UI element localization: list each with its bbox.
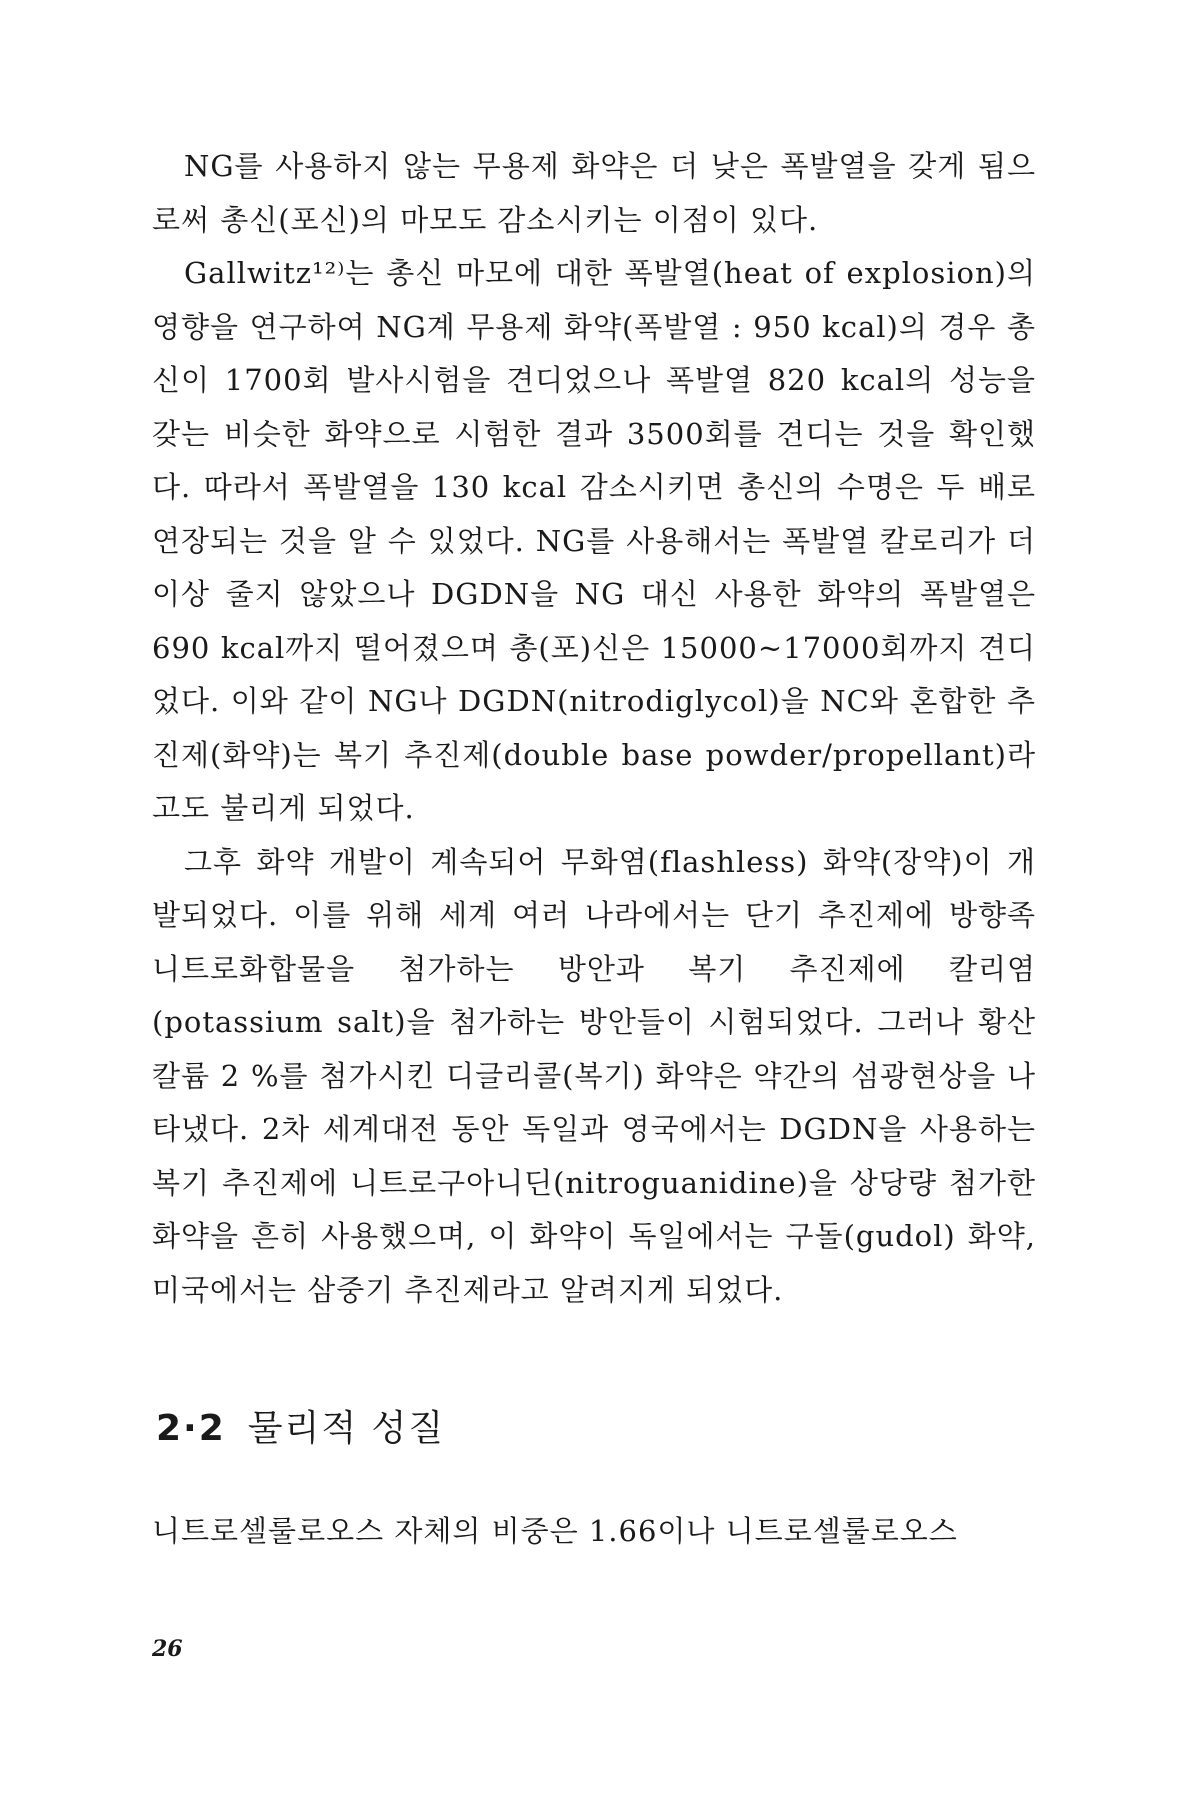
paragraph-3: 그후 화약 개발이 계속되어 무화염(flashless) 화약(장약)이 개발되었다. 이를 위해 세계 여러 나라에서는 단기 추진제에 방향족 니트로화합물을 첨가하는 방안과 복기 추진제에 칼리염(potassium salt)을 첨가하는 방안들이 시험되었다. 그러나 황산칼륨 2 %를 첨가시킨 디글리콜(복기) 화약은 약간의 섬광현상을 나타냈다. 2차 세계대전 동안 독일과 영국에서는 DGDN을 사용하는 복기 추진제에 니트로구아니딘(nitroguanidine)을 상당량 첨가한 화약을 흔히 사용했으며, 이 화약이 독일에서는 구돌(gudol) 화약, 미국에서는 삼중기 추진제라고 알려지게 되었다. — [152, 844, 1036, 1307]
body-text — [152, 140, 1036, 1317]
section-paragraph: 니트로셀룰로오스 자체의 비중은 1.66이나 니트로셀룰로오스 — [152, 1514, 958, 1548]
paragraph-2: Gallwitz¹²⁾는 총신 마모에 대한 폭발열(heat of explosion)의 영향을 연구하여 NG계 무용제 화약(폭발열 : 950 kcal)의 경우 총신이 1700회 발사시험을 견디었으나 폭발열 820 kcal의 성능을 갖는 비슷한 화약으로 시험한 결과 3500회를 견디는 것을 확인했다. 따라서 폭발열을 130 kcal 감소시키면 총신의 수명은 두 배로 연장되는 것을 알 수 있었다. NG를 사용해서는 폭발열 칼로리가 더 이상 줄지 않았으나 DGDN을 NG 대신 사용한 화약의 폭발열은 690 kcal까지 떨어졌으며 총(포)신은 15000~17000회까지 견디었다. 이와 같이 NG나 DGDN(nitrodiglycol)을 NC와 혼합한 추진제(화약)는 복기 추진제(double base powder/propellant)라고도 불리게 되었다. — [152, 256, 1036, 825]
section-title: 물리적 성질 — [247, 1408, 446, 1449]
paragraph-1: NG를 사용하지 않는 무용제 화약은 더 낮은 폭발열을 갖게 됨으로써 총신(포신)의 마모도 감소시키는 이점이 있다. — [152, 149, 1036, 237]
section-heading — [156, 1400, 445, 1451]
section-number: 2·2 — [156, 1408, 226, 1449]
page-number: 26 — [152, 1636, 183, 1662]
